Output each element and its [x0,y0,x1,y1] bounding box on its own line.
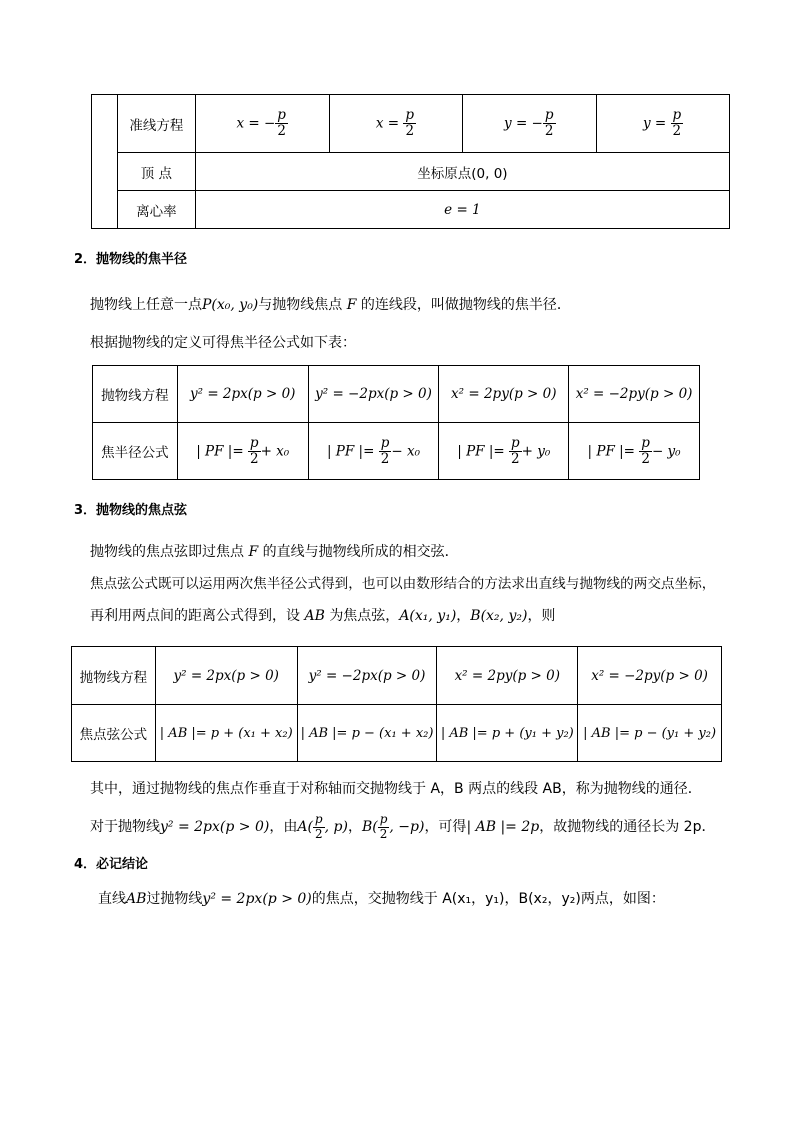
focal-radius-cell: | PF |= $\frac{p}{2}$ − y₀ [569,423,700,480]
section3-paragraph1: 抛物线的焦点弦即过焦点 F 的直线与抛物线所成的相交弦． [90,544,459,560]
section3-paragraph4: 其中，通过抛物线的焦点作垂直于对称轴而交抛物线于 A，B 两点的线段 AB，称为抛物线的通径． [90,781,702,797]
parabola-properties-table [91,94,730,229]
focal-chord-cell: | AB |= p − (x₁ + x₂) [297,705,437,762]
section2-heading: 2．抛物线的焦半径 [74,252,188,267]
section3-paragraph2: 焦点弦公式既可以运用两次焦半径公式得到，也可以由数形结合的方法求出直线与抛物线的两交点坐标， [90,576,716,592]
focal-chord-table [71,646,722,762]
directrix-cell: x = $\frac{p}{2}$ [329,95,463,153]
directrix-cell: y = − $\frac{p}{2}$ [463,95,597,153]
section3-heading: 3．抛物线的焦点弦 [74,503,188,518]
equation-cell: x² = −2py(p > 0) [578,647,722,705]
section3-paragraph3: 再利用两点间的距离公式得到，设 AB 为焦点弦，A(x₁, y₁)，B(x₂, y₂)，则 [90,608,556,624]
directrix-cell: x = − $\frac{p}{2}$ [195,95,329,153]
vertex-label: 顶 点 [117,153,195,191]
directrix-label: 准线方程 [117,95,195,153]
section2-paragraph2: 根据抛物线的定义可得焦半径公式如下表： [90,335,356,351]
equation-cell: y² = 2px(p > 0) [155,647,297,705]
focal-radius-cell: | PF |= $\frac{p}{2}$ + y₀ [439,423,569,480]
focal-radius-table [92,365,700,480]
eccentricity-label: 离心率 [117,191,195,229]
focal-radius-label: 焦半径公式 [93,423,178,480]
section4-heading: 4．必记结论 [74,857,149,872]
section3-paragraph5: 对于抛物线y² = 2px(p > 0)，由A( $\frac{p}{2}$ , p)，B( $\frac{p}{2}$ , −p)，可得| AB |= 2p，故抛物线的通径长为 2p． [90,812,716,841]
equation-label: 抛物线方程 [93,366,178,423]
focal-chord-cell: | AB |= p + (y₁ + y₂) [437,705,578,762]
table-left-margin-cell [92,95,118,229]
focal-chord-cell: | AB |= p + (x₁ + x₂) [155,705,297,762]
equation-cell: x² = 2py(p > 0) [439,366,569,423]
directrix-cell: y = $\frac{p}{2}$ [597,95,730,153]
section2-paragraph1: 抛物线上任意一点P(x₀, y₀)与抛物线焦点 F 的连线段，叫做抛物线的焦半径． [90,297,571,313]
equation-cell: y² = 2px(p > 0) [177,366,308,423]
equation-cell: x² = −2py(p > 0) [569,366,700,423]
equation-cell: x² = 2py(p > 0) [437,647,578,705]
equation-label: 抛物线方程 [72,647,156,705]
equation-cell: y² = −2px(p > 0) [308,366,439,423]
equation-cell: y² = −2px(p > 0) [297,647,437,705]
eccentricity-value: e = 1 [195,191,729,229]
section4-paragraph1: 直线AB过抛物线y² = 2px(p > 0)的焦点，交抛物线于 A(x₁，y₁)，B(x₂，y₂)两点，如图： [98,891,665,907]
focal-radius-cell: | PF |= $\frac{p}{2}$ − x₀ [308,423,439,480]
focal-chord-cell: | AB |= p − (y₁ + y₂) [578,705,722,762]
focal-radius-cell: | PF |= $\frac{p}{2}$ + x₀ [177,423,308,480]
focal-chord-label: 焦点弦公式 [72,705,156,762]
vertex-value: 坐标原点(0, 0) [195,153,729,191]
